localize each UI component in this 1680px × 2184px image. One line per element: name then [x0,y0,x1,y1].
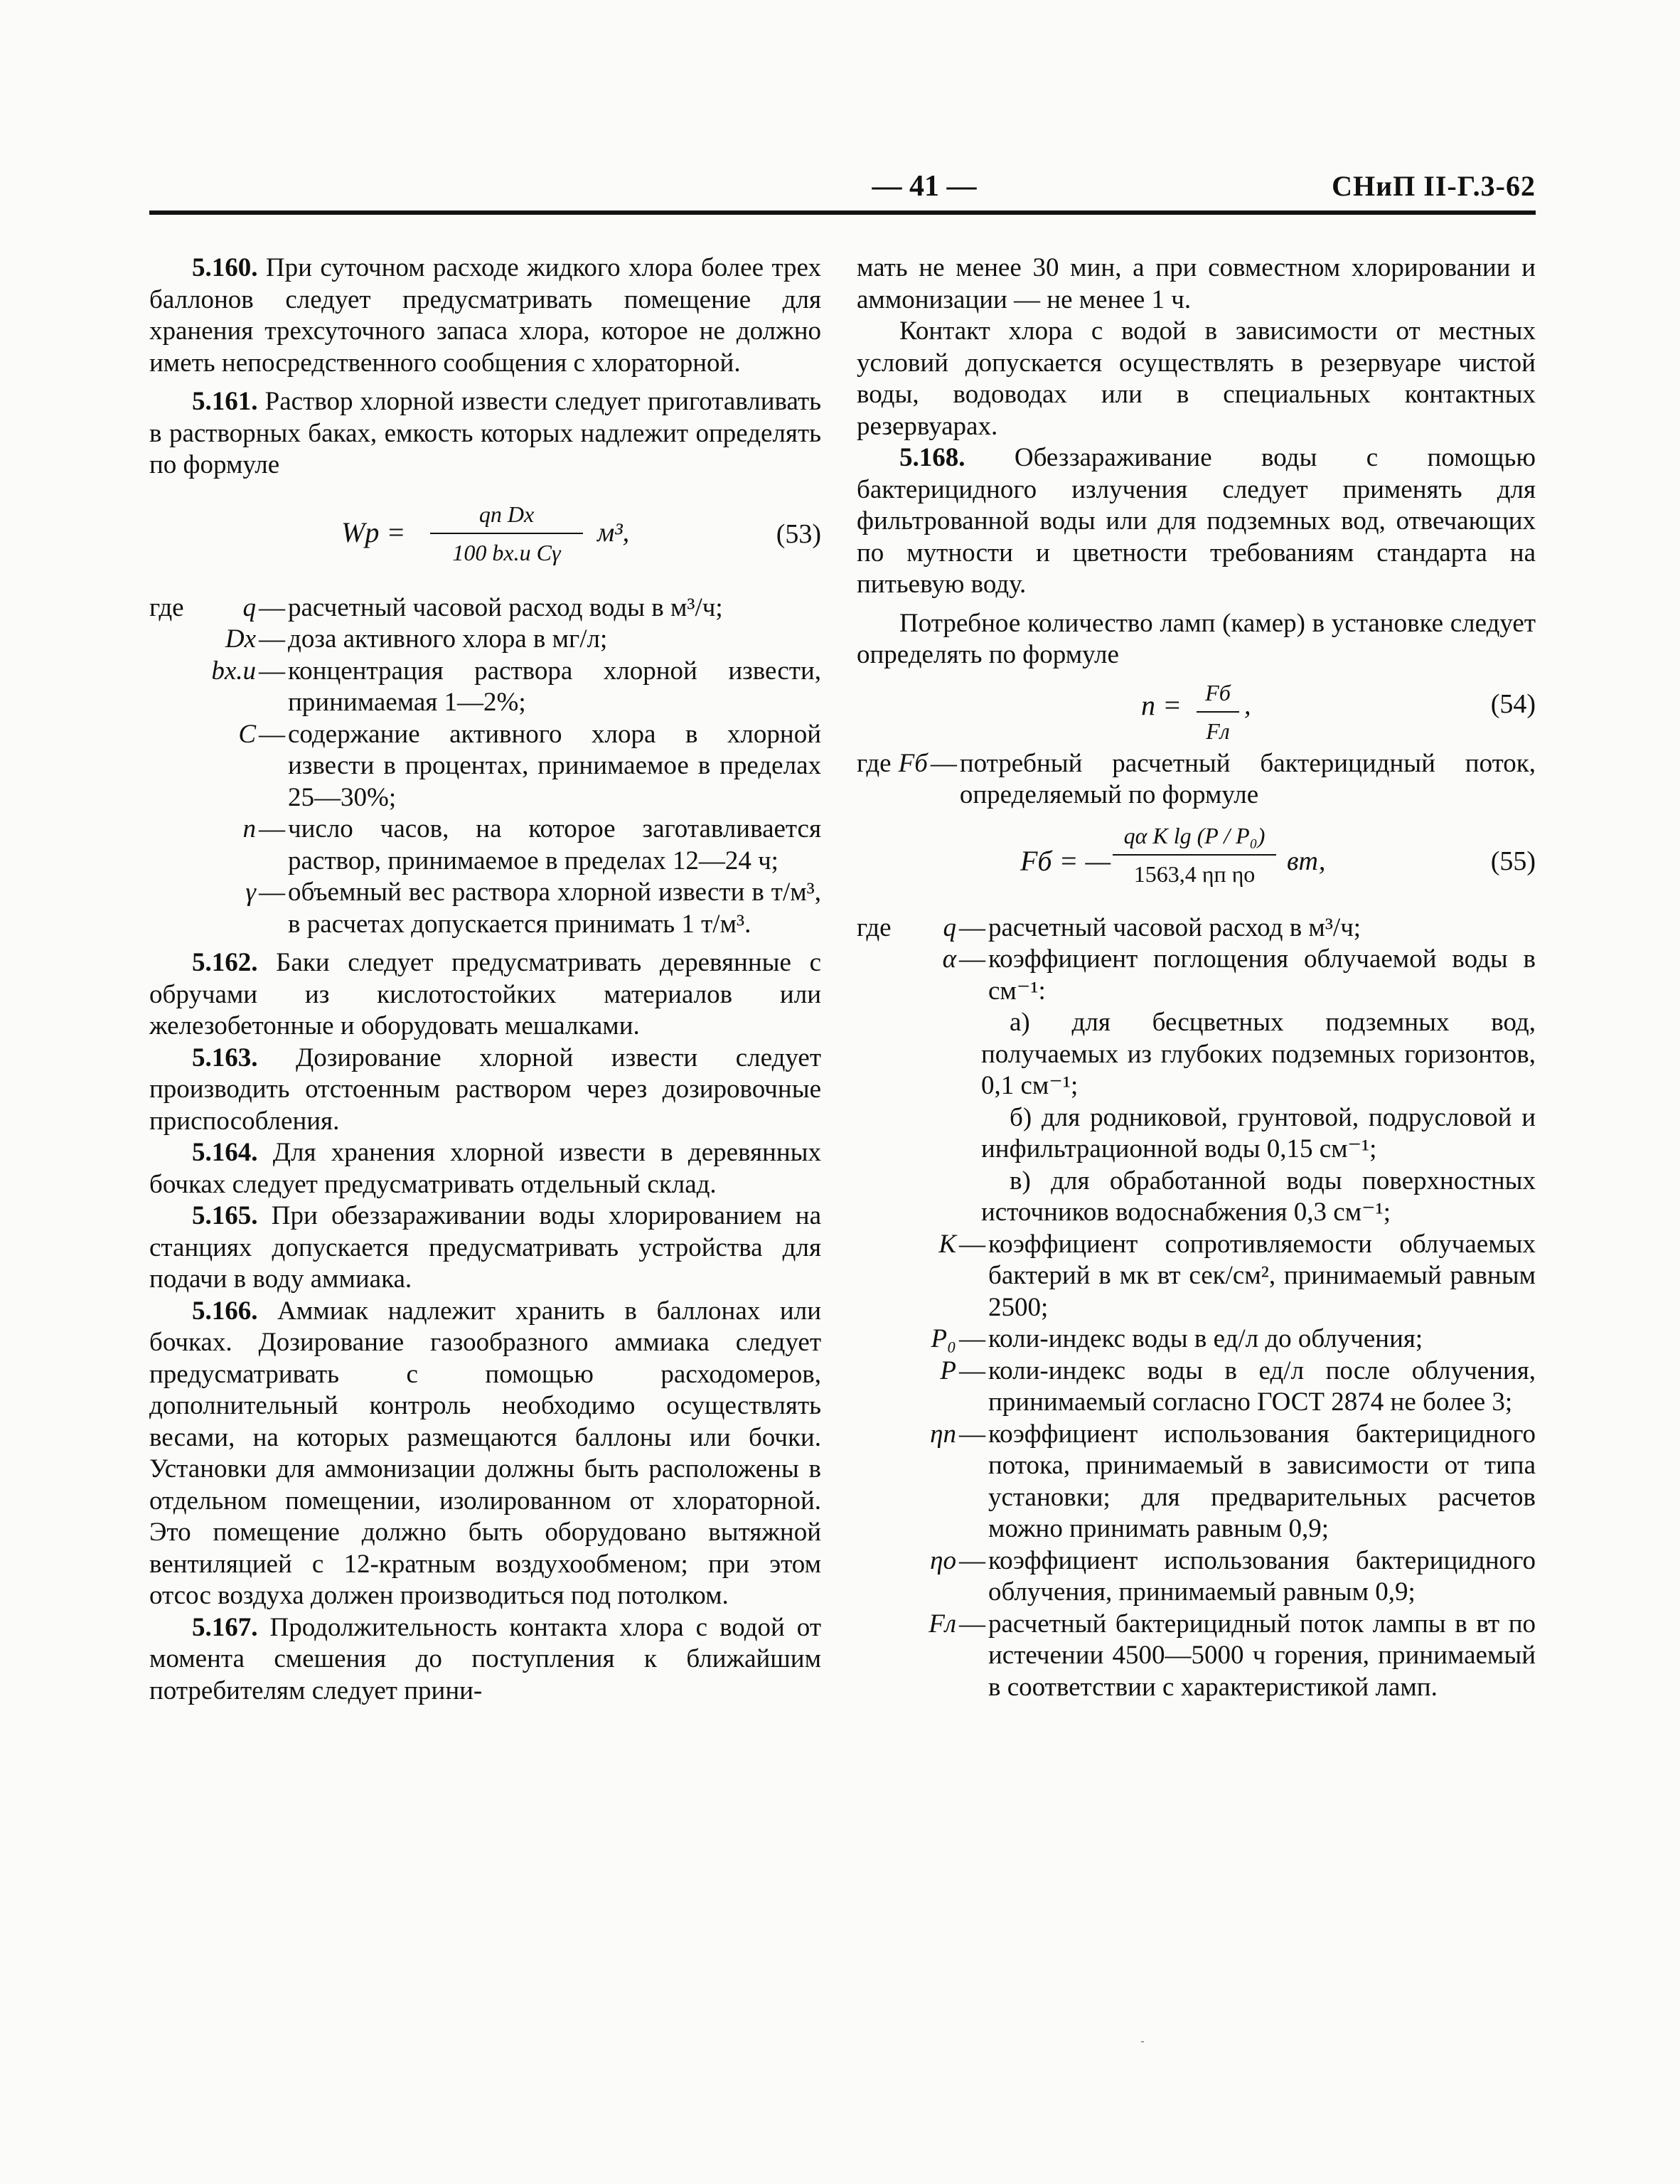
definition-dash: — [959,1355,985,1385]
definition-dash: — [259,878,285,907]
definition-lead [149,656,206,719]
formula-54: n = Fб Fл , (54) [1141,679,1536,744]
definition-text: расчетный часовой расход в м³/ч; [988,912,1361,942]
definition-symbol: q [943,912,956,942]
definition-dash: — [259,814,285,843]
paragraph-5-167-b: Контакт хлора с водой в зависимости от местных условий допускается осуществлять в резервуаре чистой воды, водоводах или в специальных контактных резервуарах. [857,316,1536,441]
header-rule [149,211,1536,215]
definition-dash: — [959,1324,985,1353]
paragraph-5-168: 5.168. Обеззараживание воды с помощью бактерицидного излучения следует применять для фильтрованной воды или для подземных вод, отвечающих по мутности и цветности требованиям стандарта на питьевую воду. [857,443,1536,599]
definition-item [857,1323,1536,1355]
formula-lhs: Wр = [341,516,406,548]
definition-dash: — [959,944,985,974]
formula-55-definitions-cont [857,1229,1536,1704]
definition-dash: — [259,624,285,654]
definition-dash: — [959,1545,985,1575]
definition-item [857,912,1536,944]
definition-item [149,592,821,624]
formula-55: Fб = — qα K lg (P / P₀) 1563,4 ηп ηо вт, (55) [1020,822,1536,887]
definition-item [857,1419,1536,1545]
paragraph-5-163: 5.163. Дозирование хлорной извести следует производить отстоенным раствором через дозировочные приспособления. [149,1043,821,1136]
definition-item [857,1355,1536,1419]
definition-item [149,624,821,656]
definition-text: коли-индекс воды в ед/л до облучения; [988,1324,1423,1353]
definition-symbol: n [242,814,256,843]
definition-dash: — [959,1419,985,1449]
definition-lead: где [149,592,184,622]
definition-item [149,719,821,814]
definition-text: концентрация раствора хлорной извести, принимаемая 1—2%; [288,656,821,717]
definition-text: коэффициент поглощения облучаемой воды в см⁻¹: [988,944,1536,1006]
definition-dash: — [959,912,985,942]
alpha-value-item: б) для родниковой, грунтовой, подрусловой и инфильтрационной воды 0,15 см⁻¹; [981,1102,1536,1163]
definition-item [149,877,821,940]
definition-dash: — [259,656,285,686]
standard-code: СНиП II-Г.3-62 [1332,170,1536,202]
definition-symbol: α [942,944,956,974]
definition-lead [149,719,206,814]
definition-symbol: Dх [225,624,256,654]
paragraph-5-167: 5.167. Продолжительность контакта хлора с водой от момента смешения до поступления к ближайшим потребителям следует прини- [149,1612,821,1705]
page-header [149,169,1536,212]
definition-dash: — [959,1229,985,1259]
definition-item [857,1609,1536,1704]
definition-lead [149,624,206,656]
definition-lead [149,814,206,877]
definition-item [857,1229,1536,1324]
paragraph-5-161: 5.161. Раствор хлорной извести следует приготавливать в растворных баках, емкость которых надлежит определять по формуле [149,387,821,479]
definition-symbol: ηп [930,1419,956,1449]
definition-text: содержание активного хлора в хлорной извести в процентах, принимаемое в пределах 25—30%; [288,719,821,812]
definition-symbol: C [238,719,256,749]
definition-item [149,814,821,877]
paragraph-5-160: 5.160. При суточном расходе жидкого хлора более трех баллонов следует предусматривать помещение для хранения трехсуточного запаса хлора, которое не должно иметь непосредственного сообщения с хлораторной. [149,253,821,378]
definition-symbol: bх.и [211,656,256,686]
definition-text: коэффициент использования бактерицидного потока, принимаемый в зависимости от типа установки; для предварительных расчетов можно принимать равным 0,9; [988,1419,1536,1543]
alpha-value-item: в) для обработанной воды поверхностных источников водоснабжения 0,3 см⁻¹; [981,1166,1536,1227]
alpha-value-item: а) для бесцветных подземных вод, получаемых из глубоких подземных горизонтов, 0,1 см⁻¹; [981,1008,1536,1100]
scan-speck [1141,2041,1144,2042]
definition-lead [857,944,914,1007]
definition-text: объемный вес раствора хлорной извести в т/м³, в расчетах допускается принимать 1 т/м³. [288,878,821,939]
formula-53: Wр = qn Dх 100 bх.и Cγ м³, (53) [149,497,821,575]
formula-55-definitions [857,912,1536,1008]
definition-dash: — [959,1609,985,1639]
paragraph-5-167-continued: мать не менее 30 мин, а при совместном хлорировании и аммонизации — не менее 1 ч. [857,253,1536,314]
page-number: — 41 — [872,170,977,203]
equation-number: (53) [776,518,821,549]
definition-text: расчетный часовой расход воды в м³/ч; [288,592,723,622]
definition-symbol: P [940,1355,956,1385]
definition-symbol: q [242,592,256,622]
definition-lead: где [857,912,892,942]
paragraph-5-166: 5.166. Аммиак надлежит хранить в баллонах или бочках. Дозирование газообразного аммиака следует предусматривать с помощью расходомеров, дополнительный контроль необходимо осуществлять весами, на которых размещаются баллоны или бочки. Установки для аммонизации должны быть расположены в отдельном помещении, изолированном от хлораторной. Это помещение должно быть оборудовано вытяжной вентиляцией с 12-кратным воздухообменом; при этом отсос воздуха должен производиться под потолком. [149,1296,821,1610]
definition-text: доза активного хлора в мг/л; [288,624,608,654]
paragraph-5-165: 5.165. При обеззараживании воды хлорированием на станциях допускается предусматривать устройства для подачи в воду аммиака. [149,1201,821,1294]
definition-text: коэффициент сопротивляемости облучаемых бактерий в мк вт сек/см², принимаемый равным 2500; [988,1229,1536,1322]
definition-symbol: Fл [929,1609,956,1639]
definition-f6: где Fб — потребный расчетный бактерицидный поток, определяемый по формуле [857,748,1536,809]
equation-number: (54) [1490,688,1536,719]
equation-number: (55) [1490,846,1536,876]
paragraph-5-162: 5.162. Баки следует предусматривать деревянные с обручами из кислотостойких материалов или железобетонные и оборудовать мешалками. [149,948,821,1040]
formula-fraction: qn Dх 100 bх.и Cγ [430,499,583,569]
left-column [149,252,821,1707]
definition-text: коэффициент использования бактерицидного облучения, принимаемый равным 0,9; [988,1545,1536,1607]
definition-text: число часов, на которое заготавливается раствор, принимаемое в пределах 12—24 ч; [288,814,821,875]
definition-symbol: P₀ [931,1324,956,1353]
definition-text: коли-индекс воды в ед/л после облучения, принимаемый согласно ГОСТ 2874 не более 3; [988,1355,1536,1417]
paragraph-5-164: 5.164. Для хранения хлорной извести в деревянных бочках следует предусматривать отдельный склад. [149,1138,821,1199]
definition-item [857,944,1536,1007]
formula-53-definitions [149,592,821,941]
definition-lead [149,877,206,940]
alpha-values-list [857,1007,1536,1229]
definition-dash: — [259,719,285,749]
definition-symbol: ηо [930,1545,956,1575]
definition-symbol: γ [245,878,256,907]
definition-text: расчетный бактерицидный поток лампы в вт по истечении 4500—5000 ч горения, принимаемый в соответствии с характеристикой ламп. [988,1609,1536,1702]
definition-dash: — [259,592,285,622]
paragraph-5-168-b: Потребное количество ламп (камер) в установке следует определять по формуле [857,608,1536,669]
definition-item [149,656,821,719]
definition-item [857,1545,1536,1609]
definition-symbol: K [938,1229,956,1259]
right-column [857,252,1536,1703]
